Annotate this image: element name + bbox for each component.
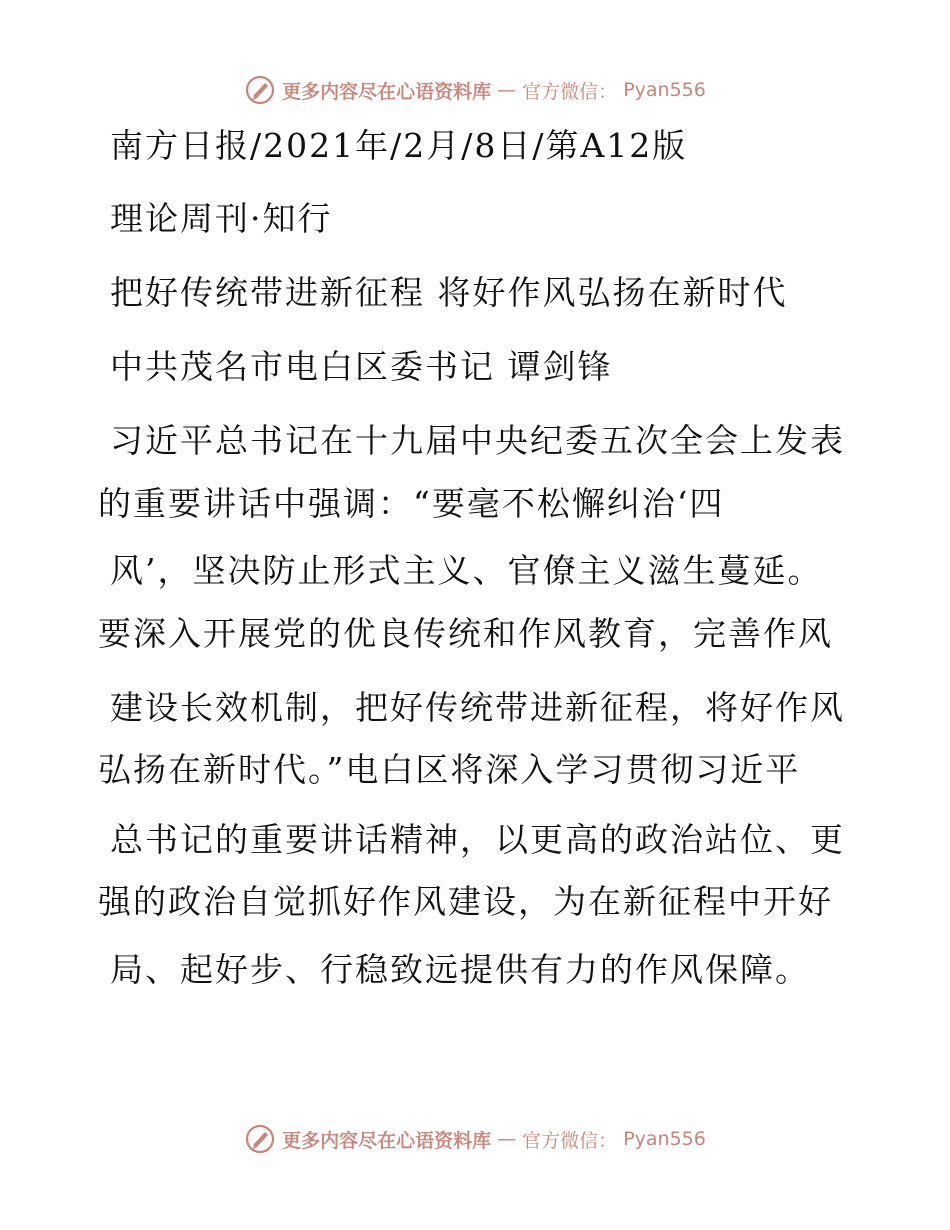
article-title: 把好传统带进新征程 将好作风弘扬在新时代 bbox=[110, 273, 788, 312]
article-author: 中共茂名市电白区委书记 谭剑锋 bbox=[110, 347, 613, 386]
watermark-bottom bbox=[0, 1121, 950, 1157]
watermark-text: 更多内容尽在心语资料库 bbox=[282, 1129, 492, 1152]
body-line: 的重要讲话中强调：“要毫不松懈纠治‘四 bbox=[98, 484, 725, 523]
source-line: 南方日报/2021年/2月/8日/第A12版 bbox=[110, 126, 688, 165]
body-line: 弘扬在新时代。”电白区将深入学习贯彻习近平 bbox=[98, 750, 801, 789]
watermark-text: 更多内容尽在心语资料库 bbox=[282, 80, 492, 103]
watermark-separator: — bbox=[497, 79, 517, 101]
body-line: 习近平总书记在十九届中央纪委五次全会上发表 bbox=[110, 421, 845, 460]
watermark-top bbox=[0, 72, 950, 108]
watermark-official-label: 官方微信： bbox=[522, 1129, 618, 1152]
watermark-account: Pyan556 bbox=[623, 79, 706, 101]
body-line: 强的政治自觉抓好作风建设，为在新征程中开好 bbox=[98, 882, 833, 921]
body-line: 风’，坚决防止形式主义、官僚主义滋生蔓延。 bbox=[110, 551, 823, 590]
body-line: 局、起好步、行稳致远提供有力的作风保障。 bbox=[110, 950, 810, 989]
body-line: 要深入开展党的优良传统和作风教育，完善作风 bbox=[98, 614, 833, 653]
body-line: 总书记的重要讲话精神，以更高的政治站位、更 bbox=[110, 820, 845, 859]
body-line: 建设长效机制，把好传统带进新征程，将好作风 bbox=[110, 688, 845, 727]
watermark-separator: — bbox=[497, 1128, 517, 1150]
watermark-account: Pyan556 bbox=[623, 1128, 706, 1150]
watermark-official-label: 官方微信： bbox=[522, 80, 618, 103]
brush-logo-icon bbox=[244, 1123, 276, 1155]
column-name: 理论周刊·知行 bbox=[110, 199, 333, 238]
brush-logo-icon bbox=[244, 74, 276, 106]
